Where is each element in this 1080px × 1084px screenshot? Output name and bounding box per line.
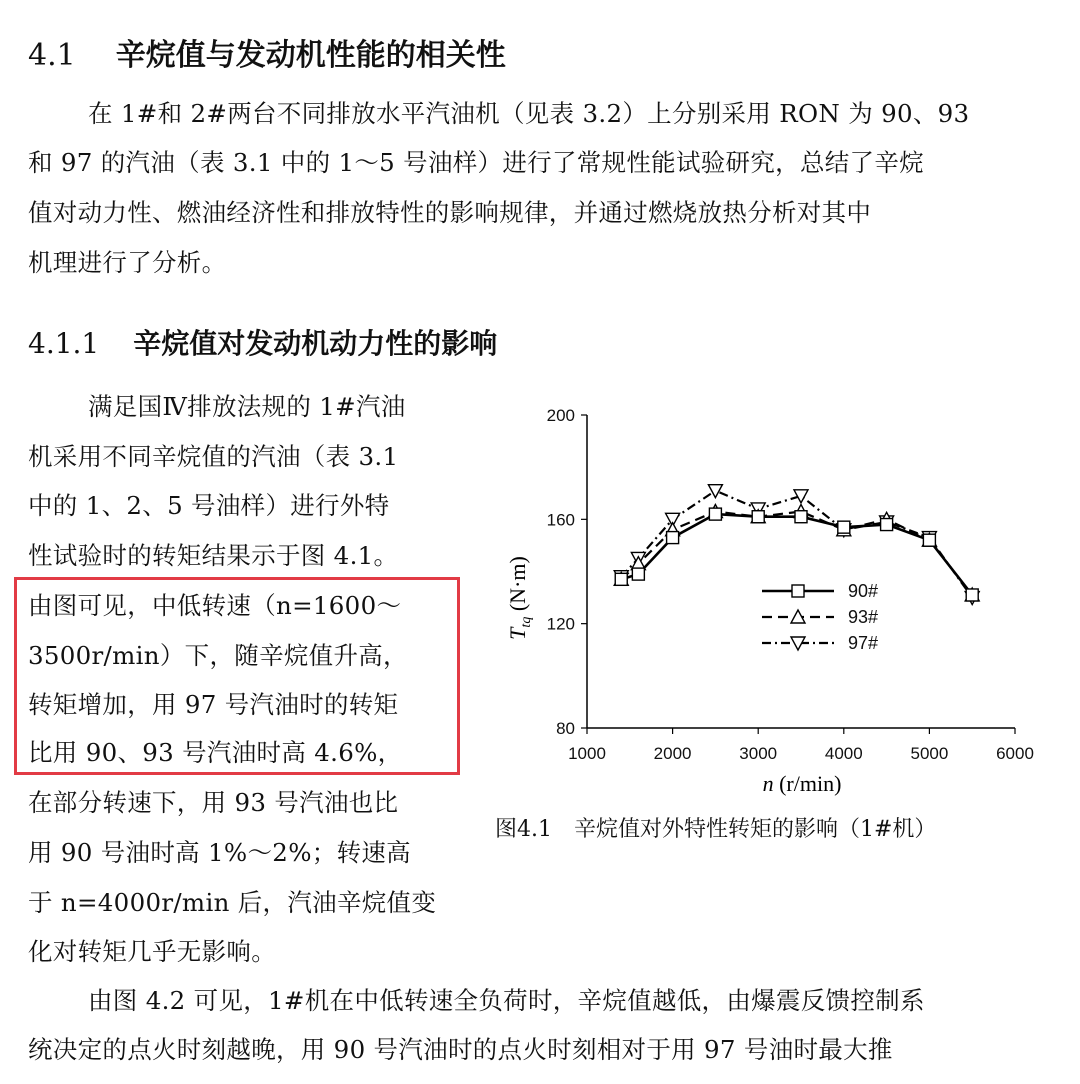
y-tick-label: 120 — [546, 614, 575, 634]
data-point-90 — [881, 519, 893, 531]
intro-line-3: 值对动力性、燃油经济性和排放特性的影响规律，并通过燃烧放热分析对其中 — [28, 198, 872, 227]
intro-line-1: 在 1#和 2#两台不同排放水平汽油机（见表 3.2）上分别采用 RON 为 90、93 — [88, 99, 970, 128]
x-tick-label: 4000 — [824, 744, 863, 763]
data-point-90 — [667, 532, 679, 544]
x-tick-label: 1000 — [568, 744, 606, 763]
bottom-line-1: 由图 4.2 可见，1#机在中低转速全负荷时，辛烷值越低，由爆震反馈控制系 — [88, 986, 925, 1015]
section-title: 辛烷值与发动机性能的相关性 — [115, 38, 506, 73]
chart-ylabel: $T_{tq}$ (N·m) — [505, 556, 534, 640]
y-tick-label: 160 — [546, 510, 575, 530]
x-tick-label: 6000 — [996, 744, 1034, 763]
left-line-11: 于 n=4000r/min 后，汽油辛烷值变 — [28, 888, 437, 917]
section-number: 4.1 — [28, 38, 76, 73]
legend-label: 97# — [848, 633, 879, 653]
left-line-3: 中的 1、2、5 号油样）进行外特 — [28, 491, 390, 520]
left-line-2: 机采用不同辛烷值的汽油（表 3.1 — [28, 442, 399, 471]
legend-label: 93# — [848, 607, 879, 627]
figure-caption: 图4.1 辛烷值对外特性转矩的影响（1#机） — [495, 817, 937, 842]
data-point-90 — [966, 589, 978, 601]
intro-line-4: 机理进行了分析。 — [28, 248, 227, 277]
y-tick-label: 200 — [546, 406, 575, 425]
intro-line-2: 和 97 的汽油（表 3.1 中的 1～5 号油样）进行了常规性能试验研究，总结了辛烷 — [28, 148, 924, 177]
bottom-line-2: 统决定的点火时刻越晚，用 90 号汽油时的点火时刻相对于用 97 号油时最大推 — [28, 1035, 893, 1064]
left-line-10: 用 90 号油时高 1%～2%；转速高 — [28, 838, 411, 867]
left-line-9: 在部分转速下，用 93 号汽油也比 — [28, 788, 399, 817]
legend-marker — [792, 585, 804, 597]
left-line-7: 转矩增加，用 97 号汽油时的转矩 — [28, 690, 399, 719]
data-point-90 — [795, 511, 807, 523]
left-line-6: 3500r/min）下，随辛烷值升高， — [28, 641, 408, 670]
left-line-8: 比用 90、93 号汽油时高 4.6%， — [28, 738, 403, 767]
x-tick-label: 3000 — [739, 744, 778, 763]
data-point-90 — [709, 508, 721, 520]
chart-xlabel: n (r/min) — [762, 771, 842, 796]
left-line-12: 化对转矩几乎无影响。 — [28, 937, 276, 966]
left-line-1: 满足国Ⅳ排放法规的 1#汽油 — [88, 392, 406, 421]
subsection-number: 4.1.1 — [28, 327, 100, 360]
data-point-90 — [615, 573, 627, 585]
legend-label: 90# — [848, 581, 879, 601]
chart-legend — [762, 581, 878, 653]
left-line-4: 性试验时的转矩结果示于图 4.1。 — [28, 541, 399, 570]
y-tick-label: 80 — [556, 719, 575, 738]
data-point-90 — [632, 568, 644, 580]
left-line-5: 由图可见，中低转速（n=1600～ — [28, 591, 402, 620]
subsection-title: 辛烷值对发动机动力性的影响 — [133, 327, 498, 360]
data-point-97 — [708, 485, 722, 498]
x-tick-label: 5000 — [910, 744, 949, 763]
data-point-90 — [752, 511, 764, 523]
data-point-90 — [923, 534, 935, 546]
x-tick-label: 2000 — [653, 744, 692, 763]
data-point-90 — [838, 521, 850, 533]
